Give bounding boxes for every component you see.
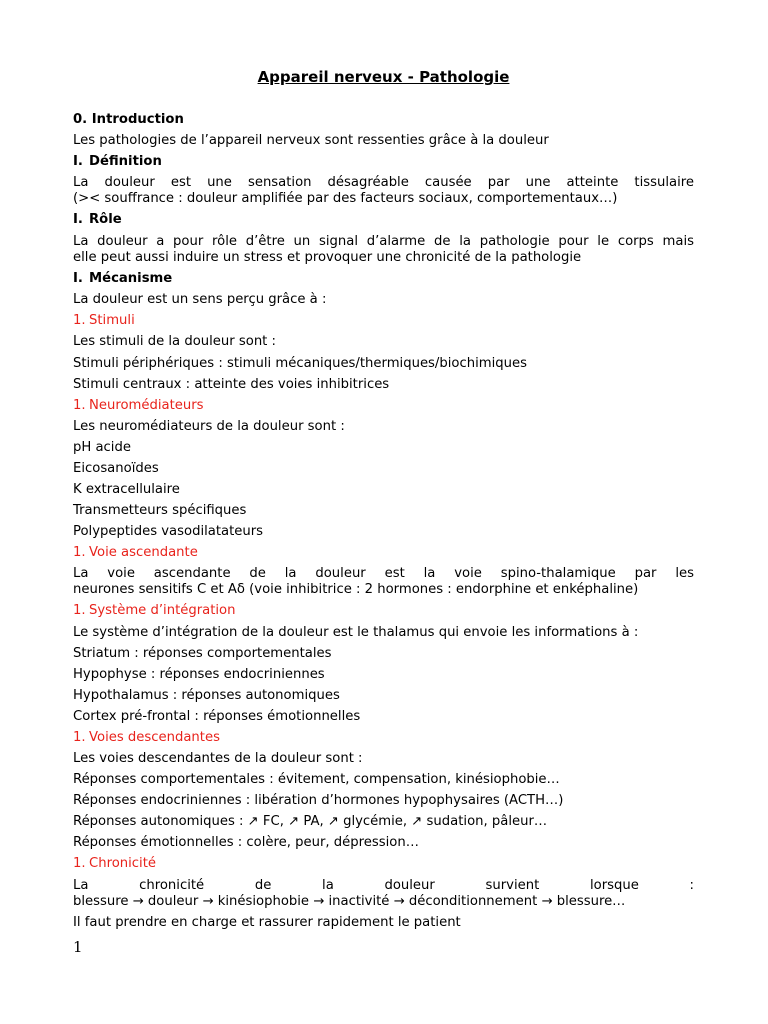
neuromediateurs-intro: Les neuromédiateurs de la douleur sont : <box>73 419 345 434</box>
role-line-1: La douleur a pour rôle d’être un signal d’alarme de la pathologie pour le corps mais <box>73 234 694 249</box>
heading-number: I. <box>73 212 83 227</box>
page-number: 1 <box>73 938 83 956</box>
chronicite-conclusion: Il faut prendre en charge et rassurer rapidement le patient <box>73 915 461 930</box>
list-item: Stimuli périphériques : stimuli mécaniques/thermiques/biochimiques <box>73 356 527 371</box>
definition-text <box>73 175 694 207</box>
subheading-number: 1. <box>73 603 86 618</box>
heading-label: Mécanisme <box>89 271 173 286</box>
heading-role <box>73 212 694 228</box>
subheading-number: 1. <box>73 313 86 328</box>
subheading-number: 1. <box>73 398 86 413</box>
role-line-2: elle peut aussi induire un stress et provoquer une chronicité de la pathologie <box>73 250 582 265</box>
definition-line-2: (>< souffrance : douleur amplifiée par des facteurs sociaux, comportementaux…) <box>73 191 618 206</box>
list-item: Stimuli centraux : atteinte des voies inhibitrices <box>73 377 390 392</box>
list-item: Eicosanoïdes <box>73 461 159 476</box>
mecanisme-text: La douleur est un sens perçu grâce à : <box>73 292 327 307</box>
heading-mecanisme <box>73 271 694 287</box>
definition-line-1: La douleur est une sensation désagréable causée par une atteinte tissulaire <box>73 175 694 190</box>
chronicite-line-2: blessure → douleur → kinésiophobie → inactivité → déconditionnement → blessure… <box>73 894 626 909</box>
subheading-number: 1. <box>73 730 86 745</box>
heading-label: Définition <box>89 154 162 169</box>
list-item: K extracellulaire <box>73 482 180 497</box>
subheading-systeme-integration <box>73 603 694 619</box>
list-item: Réponses comportementales : évitement, compensation, kinésiophobie… <box>73 772 560 787</box>
voie-ascendante-line-1: La voie ascendante de la douleur est la voie spino-thalamique par les <box>73 566 694 581</box>
subheading-stimuli <box>73 313 694 329</box>
voie-ascendante-line-2: neurones sensitifs C et Aδ (voie inhibitrice : 2 hormones : endorphine et enképhaline) <box>73 582 639 597</box>
heading-number: I. <box>73 154 83 169</box>
subheading-label: Voies descendantes <box>89 730 220 745</box>
introduction-text: Les pathologies de l’appareil nerveux sont ressenties grâce à la douleur <box>73 133 549 148</box>
subheading-label: Voie ascendante <box>89 545 198 560</box>
subheading-chronicite <box>73 856 694 872</box>
heading-label: Rôle <box>89 212 122 227</box>
heading-introduction: 0. Introduction <box>73 112 184 127</box>
list-item: Striatum : réponses comportementales <box>73 646 332 661</box>
subheading-label: Système d’intégration <box>89 603 236 618</box>
list-item: Polypeptides vasodilatateurs <box>73 524 264 539</box>
heading-definition <box>73 154 694 170</box>
chronicite-text <box>73 878 694 910</box>
subheading-voie-ascendante <box>73 545 694 561</box>
subheading-number: 1. <box>73 545 86 560</box>
stimuli-intro: Les stimuli de la douleur sont : <box>73 334 276 349</box>
subheading-voies-descendantes <box>73 730 694 746</box>
subheading-neuromediateurs <box>73 398 694 414</box>
voies-descendantes-intro: Les voies descendantes de la douleur sont : <box>73 751 363 766</box>
list-item: Réponses autonomiques : ↗ FC, ↗ PA, ↗ glycémie, ↗ sudation, pâleur… <box>73 814 548 829</box>
document-title: Appareil nerveux - Pathologie <box>257 68 510 86</box>
chronicite-line-1: La chronicité de la douleur survient lorsque : <box>73 878 694 893</box>
integration-intro: Le système d’intégration de la douleur est le thalamus qui envoie les informations à : <box>73 625 639 640</box>
voie-ascendante-text <box>73 566 694 598</box>
subheading-number: 1. <box>73 856 86 871</box>
list-item: pH acide <box>73 440 131 455</box>
role-text <box>73 234 694 266</box>
list-item: Hypophyse : réponses endocriniennes <box>73 667 325 682</box>
list-item: Réponses endocriniennes : libération d’hormones hypophysaires (ACTH…) <box>73 793 564 808</box>
list-item: Hypothalamus : réponses autonomiques <box>73 688 340 703</box>
list-item: Transmetteurs spécifiques <box>73 503 247 518</box>
heading-number: I. <box>73 271 83 286</box>
subheading-label: Stimuli <box>89 313 135 328</box>
list-item: Cortex pré-frontal : réponses émotionnelles <box>73 709 361 724</box>
list-item: Réponses émotionnelles : colère, peur, dépression… <box>73 835 419 850</box>
subheading-label: Chronicité <box>89 856 156 871</box>
subheading-label: Neuromédiateurs <box>89 398 204 413</box>
